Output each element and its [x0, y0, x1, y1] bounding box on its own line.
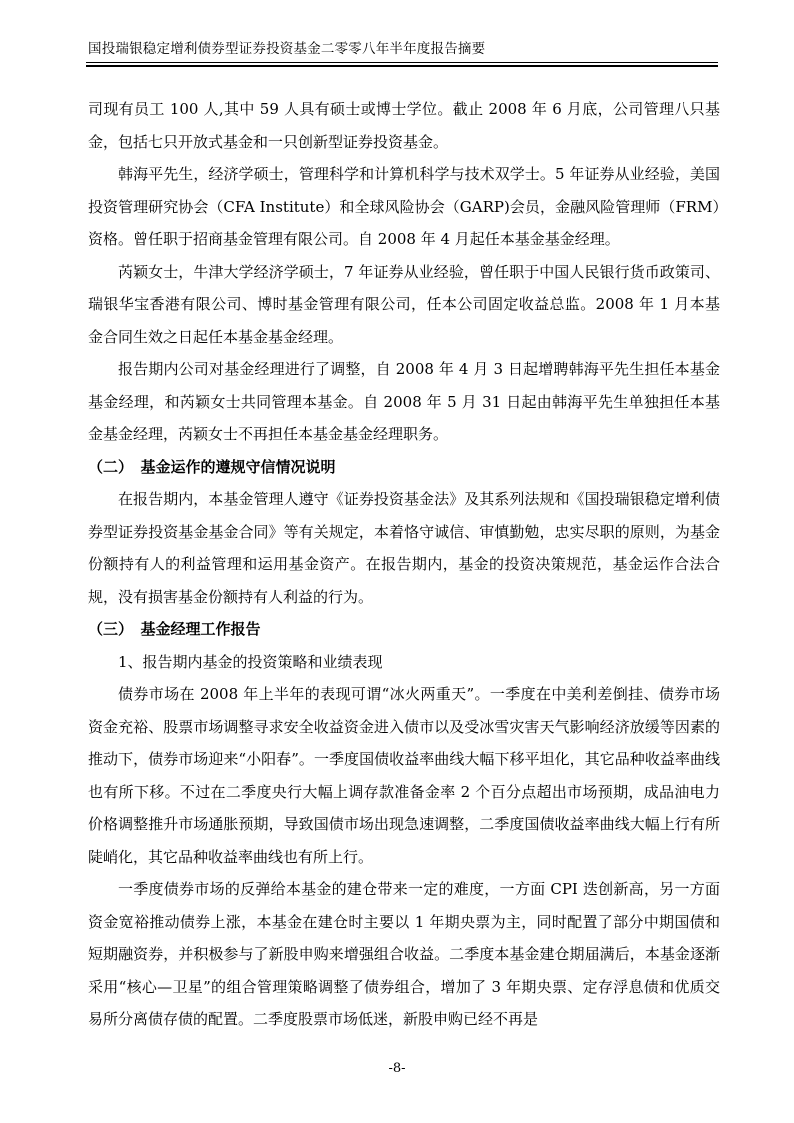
subheading-strategy: 1、报告期内基金的投资策略和业绩表现	[118, 652, 383, 671]
paragraph-fund-strategy: 一季度债券市场的反弹给本基金的建仓带来一定的难度，一方面 CPI 迭创新高，另一方面资金宽裕推动债券上涨，本基金在建仓时主要以 1 年期央票为主，同时配置了部分中期国债和短期融资券，并积极参与了新股申购来增强组合收益。二季度本基金建仓期届满后，本基金逐渐采用“核心—卫星”的组合管理策略调整了债券组合，增加了 3 年期央票、定存浮息债和优质交易所分离债存债的配置。二季度股票市场低迷，新股申购已经不再是	[88, 880, 720, 1028]
paragraph-manager-change: 报告期内公司对基金经理进行了调整，自 2008 年 4 月 3 日起增聘韩海平先生担任本基金基金经理，和芮颖女士共同管理本基金。自 2008 年 5 月 31 日起由韩海平先生单独担任本基金基金经理，芮颖女士不再担任本基金基金经理职务。	[88, 360, 720, 443]
section-heading-manager-report: （三） 基金经理工作报告	[88, 620, 261, 638]
header-rule-thick	[86, 65, 718, 67]
paragraph-bond-market: 债券市场在 2008 年上半年的表现可谓“冰火两重天”。一季度在中美利差倒挂、债券市场资金充裕、股票市场调整寻求安全收益资金进入债市以及受冰雪灾害天气影响经济放缓等因素的推动下，债券市场迎来“小阳春”。一季度国债收益率曲线大幅下移平坦化，其它品种收益率曲线也有所下移。不过在二季度央行大幅上调存款准备金率 2 个百分点超出市场预期，成品油电力价格调整推升市场通胀预期，导致国债市场出现急速调整，二季度国债收益率曲线大幅上行有所陡峭化，其它品种收益率曲线也有所上行。	[88, 685, 720, 866]
page-number: -8-	[388, 1061, 406, 1076]
header-rule-thin	[86, 62, 718, 63]
paragraph-company-staff: 司现有员工 100 人,其中 59 人具有硕士或博士学位。截止 2008 年 6 月底，公司管理八只基金，包括七只开放式基金和一只创新型证券投资基金。	[88, 100, 720, 151]
paragraph-manager-rui: 芮颖女士，牛津大学经济学硕士，7 年证券从业经验，曾任职于中国人民银行货币政策司、瑞银华宝香港有限公司、博时基金管理有限公司，任本公司固定收益总监。2008 年 1 月本基金合同生效之日起任本基金基金经理。	[88, 262, 720, 346]
paragraph-compliance: 在报告期内，本基金管理人遵守《证券投资基金法》及其系列法规和《国投瑞银稳定增利债券型证券投资基金基金合同》等有关规定，本着恪守诚信、审慎勤勉，忠实尽职的原则，为基金份额持有人的利益管理和运用基金资产。在报告期内，基金的投资决策规范，基金运作合法合规，没有损害基金份额持有人利益的行为。	[88, 490, 720, 606]
section-heading-compliance: （二） 基金运作的遵规守信情况说明	[88, 457, 336, 476]
document-body	[88, 93, 720, 1036]
page-header: 国投瑞银稳定增利债券型证券投资基金二零零八年半年度报告摘要	[88, 41, 486, 57]
paragraph-manager-han: 韩海平先生，经济学硕士，管理科学和计算机科学与技术双学士。5 年证券从业经验，美国投资管理研究协会（CFA Institute）和全球风险协会（GARP)会员，金融风险管理师（FRM）资格。曾任职于招商基金管理有限公司。自 2008 年 4 月起任本基金基金经理。	[88, 165, 720, 248]
